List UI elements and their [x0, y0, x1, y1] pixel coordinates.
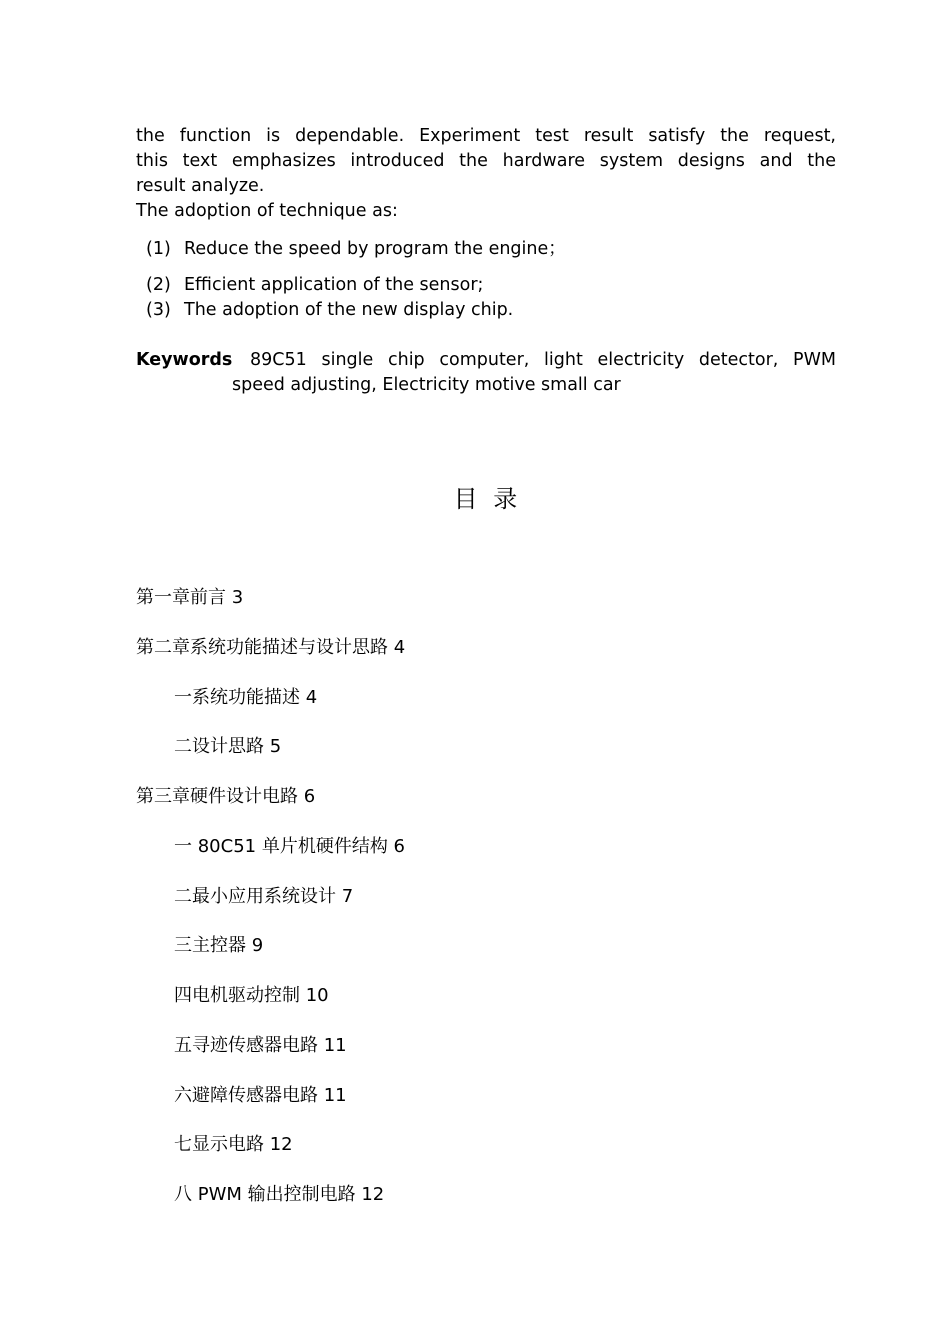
abstract-line: the function is dependable. Experiment test result satisfy the request, — [136, 126, 836, 146]
keywords-line: 89C51 single chip computer, light electricity detector, PWM — [250, 350, 836, 370]
item-text: The adoption of the new display chip. — [184, 300, 514, 320]
toc-entry[interactable]: 第一章前言 3 — [136, 587, 244, 608]
toc-entry[interactable]: 八 PWM 输出控制电路 12 — [174, 1184, 385, 1205]
item-number: (3) — [146, 300, 171, 320]
item-text: Efficient application of the sensor; — [184, 275, 484, 295]
keywords-label: Keywords — [136, 350, 233, 370]
toc-entry[interactable]: 一 80C51 单片机硬件结构 6 — [174, 836, 405, 857]
abstract-line: this text emphasizes introduced the hardware system designs and the — [136, 151, 836, 171]
item-number: (1) — [146, 239, 171, 259]
item-number: (2) — [146, 275, 171, 295]
toc-entry[interactable]: 第二章系统功能描述与设计思路 4 — [136, 637, 406, 658]
toc-title: 目 录 — [453, 485, 522, 513]
toc-entry[interactable]: 四电机驱动控制 10 — [174, 985, 329, 1006]
abstract-line: result analyze. — [136, 176, 265, 196]
adoption-intro: The adoption of technique as: — [136, 201, 398, 221]
toc-entry[interactable]: 一系统功能描述 4 — [174, 687, 318, 708]
item-text: Reduce the speed by program the engine； — [184, 239, 566, 259]
technique-item — [146, 237, 566, 262]
technique-item — [146, 273, 483, 298]
toc-entry[interactable]: 七显示电路 12 — [174, 1134, 293, 1155]
toc-entry[interactable]: 二最小应用系统设计 7 — [174, 886, 354, 907]
toc-entry[interactable]: 六避障传感器电路 11 — [174, 1085, 347, 1106]
abstract-paragraph — [136, 124, 836, 199]
technique-item — [146, 298, 513, 323]
toc-entry[interactable]: 二设计思路 5 — [174, 736, 282, 757]
toc-entry[interactable]: 第三章硬件设计电路 6 — [136, 786, 316, 807]
toc-entry[interactable]: 三主控器 9 — [174, 935, 264, 956]
keywords-line: speed adjusting, Electricity motive small car — [232, 375, 621, 395]
toc-entry[interactable]: 五寻迹传感器电路 11 — [174, 1035, 347, 1056]
